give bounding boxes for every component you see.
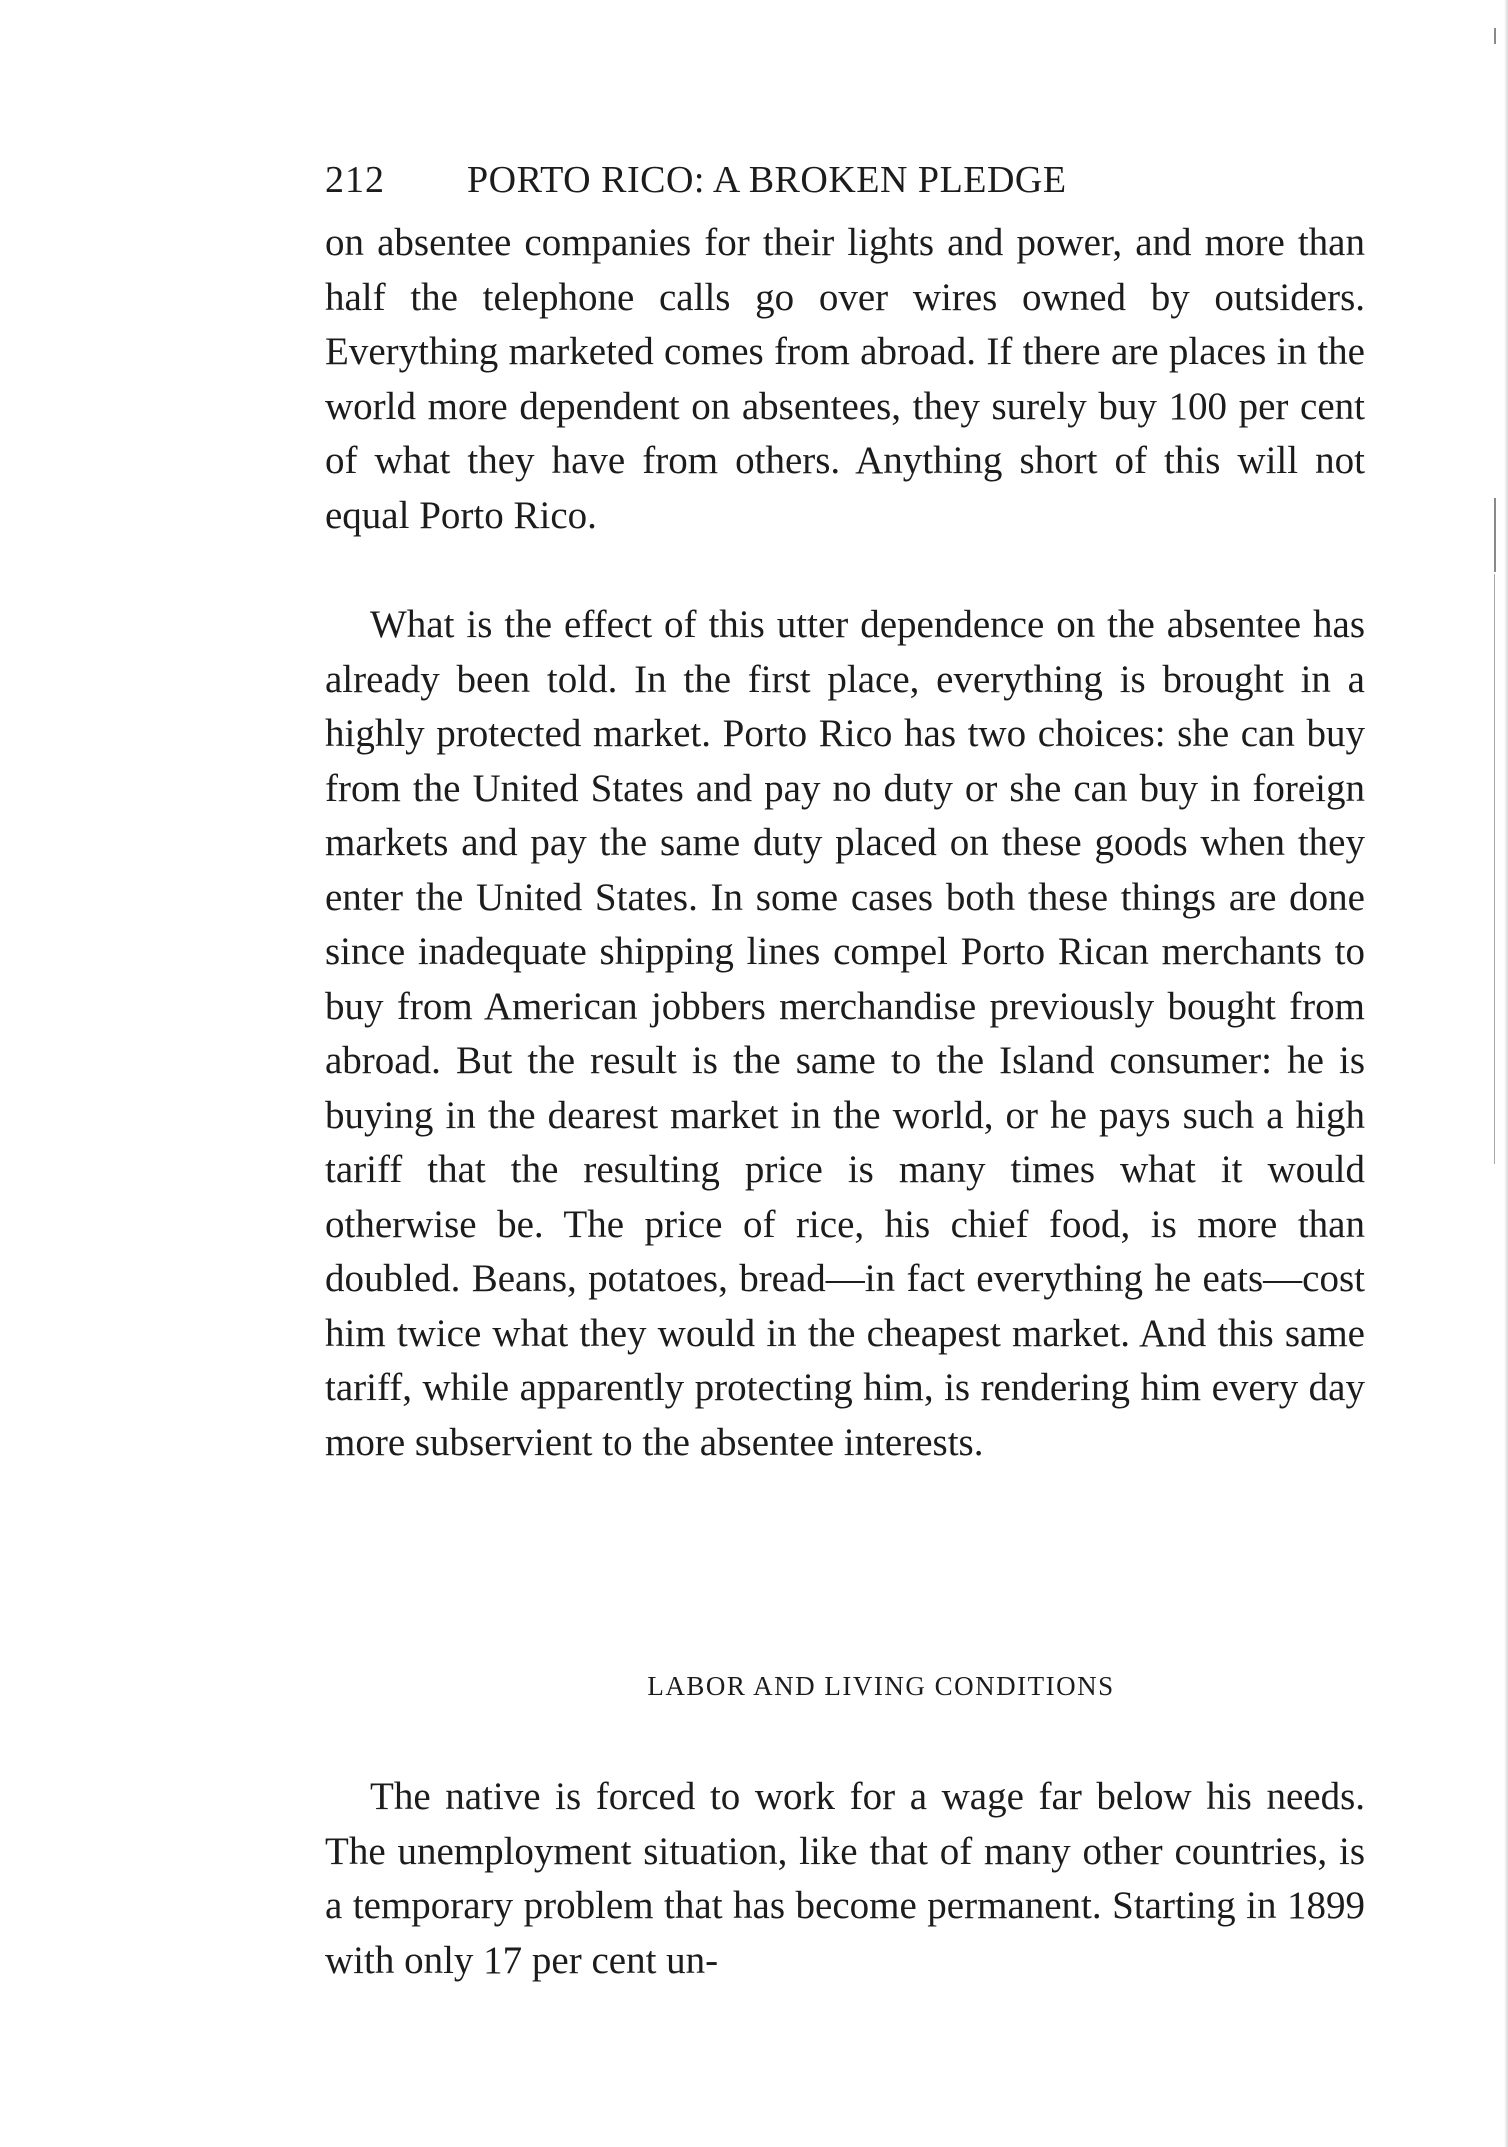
running-head: [325, 150, 1365, 210]
scan-artifact-mark: [1494, 28, 1496, 44]
scan-artifact-mark: [1494, 574, 1495, 1164]
paragraph-text: The native is forced to work for a wage far below his needs. The unemployment situation, like that of many other countries, is a temporary problem that has become permanent. Starting in 1899 with only 17 per cent un-: [325, 1775, 1365, 1982]
scan-artifact-mark: [1494, 498, 1496, 572]
paragraph-text: on absentee companies for their lights and power, and more than half the telephone calls go over wires owned by outsiders. Everything marketed comes from abroad. If there are places in the world more dependent on absentees, they surely buy 100 per cent of what they have from others. Anything short of this will not equal Porto Rico.: [325, 221, 1365, 537]
paragraph-continued: [325, 216, 1365, 543]
section-heading: LABOR AND LIVING CONDITIONS: [647, 1671, 1115, 1701]
page-number: 212: [325, 159, 385, 201]
paragraph-labor: [325, 1770, 1365, 1988]
paragraph-text: What is the effect of this utter dependence on the absentee has already been told. In the first place, everything is brought in a highly protected market. Porto Rico has two choices: she can buy from the United States and pay no duty or she can buy in foreign markets and pay the same duty placed on these goods when they enter the United States. In some cases both these things are done since inadequate shipping lines compel Porto Rican merchants to buy from American jobbers merchandise previously bought from abroad. But the result is the same to the Island consumer: he is buying in the dearest market in the world, or he pays such a high tariff that the resulting price is many times what it would otherwise be. The price of rice, his chief food, is more than doubled. Beans, potatoes, bread—in fact everything he eats—cost him twice what they would in the cheapest market. And this same tariff, while apparently protecting him, is rendering him every day more subservient to the absentee interests.: [325, 603, 1365, 1464]
book-title: PORTO RICO: A BROKEN PLEDGE: [467, 159, 1067, 201]
paragraph-absentee-dependence: [325, 598, 1365, 1470]
scan-edge: [1504, 0, 1508, 2147]
